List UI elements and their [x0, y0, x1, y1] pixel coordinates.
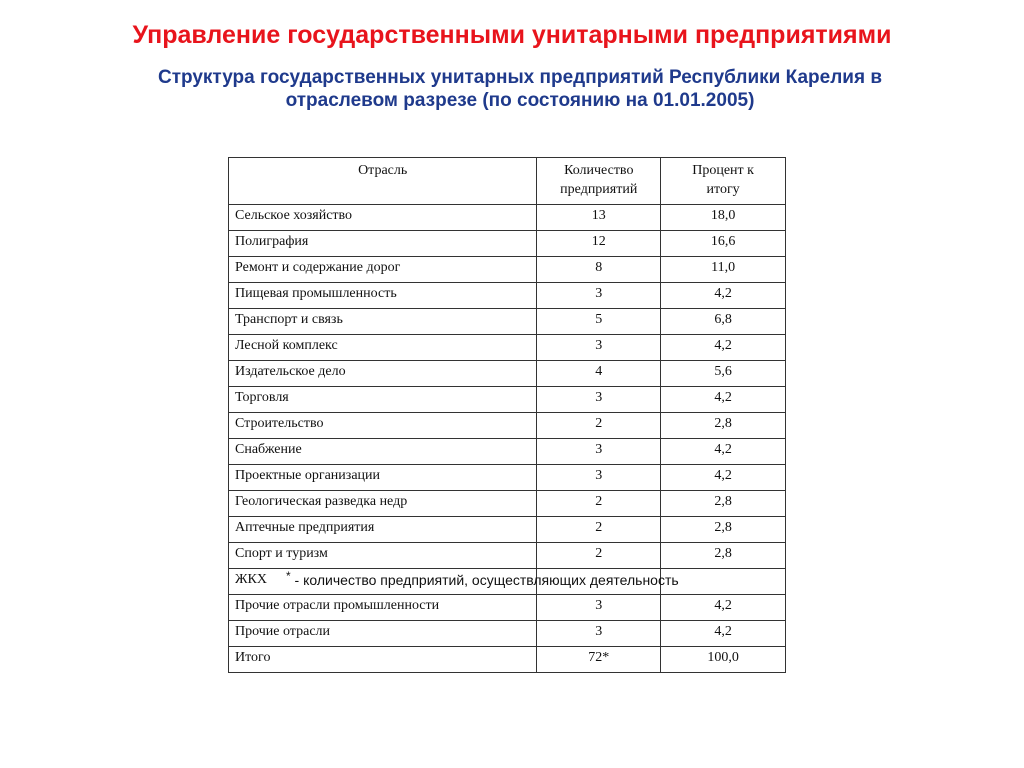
table-row	[229, 205, 786, 231]
row-industry-cell: Проектные организации	[229, 465, 537, 491]
table-row	[229, 231, 786, 257]
table-row	[229, 647, 786, 673]
table-row	[229, 257, 786, 283]
subtitle-line-2: отраслевом разрезе (по состоянию на 01.01.2005)	[285, 90, 755, 111]
header-count-line-2: предприятий	[560, 182, 638, 197]
row-count-cell: 4	[537, 361, 661, 387]
row-industry-cell: Полиграфия	[229, 231, 537, 257]
row-count-cell: 2	[537, 517, 661, 543]
row-percent-cell: 16,6	[661, 231, 786, 257]
row-industry-cell: Аптечные предприятия	[229, 517, 537, 543]
row-industry-cell: Лесной комплекс	[229, 335, 537, 361]
header-count-line-1: Количество	[564, 163, 634, 178]
row-industry-cell: Прочие отрасли	[229, 621, 537, 647]
table-row	[229, 387, 786, 413]
row-count-cell: 2	[537, 491, 661, 517]
row-count-cell: 2	[537, 413, 661, 439]
row-count-cell: 3	[537, 283, 661, 309]
table-row	[229, 439, 786, 465]
row-count-cell: 3	[537, 439, 661, 465]
row-count-cell: 3	[537, 465, 661, 491]
row-percent-cell: 2,8	[661, 491, 786, 517]
page-title: Управление государственными унитарными предприятиями	[132, 21, 892, 49]
row-percent-cell: 4,2	[661, 465, 786, 491]
row-count-cell: 3	[537, 621, 661, 647]
row-industry-cell: Ремонт и содержание дорог	[229, 257, 537, 283]
row-percent-cell	[661, 569, 786, 595]
row-count-cell: 12	[537, 231, 661, 257]
table-header-row	[229, 158, 786, 205]
header-percent	[661, 158, 786, 205]
table-row	[229, 335, 786, 361]
row-count-cell: 13	[537, 205, 661, 231]
header-percent-line-1: Процент к	[692, 163, 754, 178]
row-industry-cell: Снабжение	[229, 439, 537, 465]
row-percent-cell: 2,8	[661, 413, 786, 439]
row-percent-cell: 11,0	[661, 257, 786, 283]
footnote	[285, 569, 679, 588]
footnote-text: - количество предприятий, осуществляющих деятельность	[290, 572, 679, 588]
row-industry-cell: Строительство	[229, 413, 537, 439]
table-row	[229, 491, 786, 517]
header-industry: Отрасль	[229, 158, 537, 205]
row-industry-cell: Транспорт и связь	[229, 309, 537, 335]
row-percent-cell: 100,0	[661, 647, 786, 673]
row-percent-cell: 4,2	[661, 621, 786, 647]
row-industry-cell: Торговля	[229, 387, 537, 413]
subtitle-line-1: Структура государственных унитарных предприятий Республики Карелия в	[157, 67, 883, 88]
row-percent-cell: 2,8	[661, 517, 786, 543]
row-percent-cell: 2,8	[661, 543, 786, 569]
row-percent-cell: 6,8	[661, 309, 786, 335]
table-row	[229, 413, 786, 439]
row-count-cell: 8	[537, 257, 661, 283]
row-industry-cell: Издательское дело	[229, 361, 537, 387]
row-percent-cell: 5,6	[661, 361, 786, 387]
table-row	[229, 361, 786, 387]
row-industry-cell: Пищевая промышленность	[229, 283, 537, 309]
row-percent-cell: 4,2	[661, 387, 786, 413]
row-industry-cell: Прочие отрасли промышленности	[229, 595, 537, 621]
table-row	[229, 621, 786, 647]
row-industry-cell: Сельское хозяйство	[229, 205, 537, 231]
table-row	[229, 517, 786, 543]
row-percent-cell: 18,0	[661, 205, 786, 231]
row-percent-cell: 4,2	[661, 335, 786, 361]
row-count-cell: 72*	[537, 647, 661, 673]
table-row	[229, 595, 786, 621]
row-industry-cell: ЖКХ	[229, 569, 537, 595]
header-percent-line-2: итогу	[706, 182, 740, 197]
row-count-cell: 5	[537, 309, 661, 335]
table-row	[229, 465, 786, 491]
row-count-cell: 2	[537, 543, 661, 569]
table-row	[229, 283, 786, 309]
row-percent-cell: 4,2	[661, 439, 786, 465]
row-industry-cell: Итого	[229, 647, 537, 673]
page-subtitle	[60, 66, 980, 112]
row-count-cell: 3	[537, 335, 661, 361]
enterprise-table	[228, 157, 786, 673]
table-row	[229, 543, 786, 569]
row-count-cell: 3	[537, 387, 661, 413]
row-industry-cell: Спорт и туризм	[229, 543, 537, 569]
row-industry-cell: Геологическая разведка недр	[229, 491, 537, 517]
row-percent-cell: 4,2	[661, 283, 786, 309]
table-row	[229, 309, 786, 335]
header-count	[537, 158, 661, 205]
row-percent-cell: 4,2	[661, 595, 786, 621]
row-count-cell: 3	[537, 595, 661, 621]
footnote-star: *	[286, 569, 291, 583]
